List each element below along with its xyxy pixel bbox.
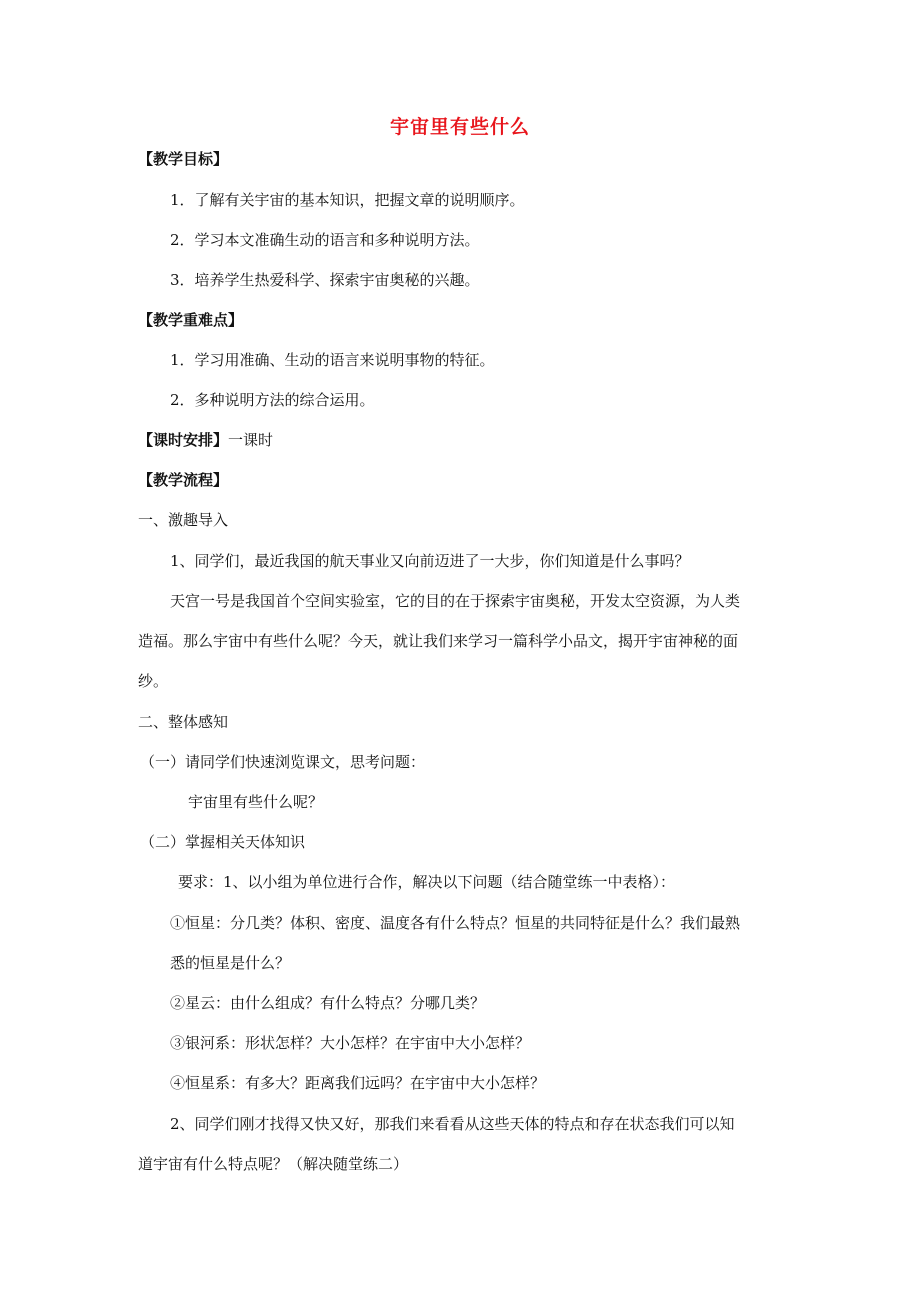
- part1-question-1: 1、同学们，最近我国的航天事业又向前迈进了一大步，你们知道是什么事吗？: [170, 552, 690, 570]
- objective-item-2: 2．学习本文准确生动的语言和多种说明方法。: [170, 231, 480, 249]
- objective-item-1: 1．了解有关宇宙的基本知识，把握文章的说明顺序。: [170, 191, 525, 209]
- part2-question-2-line-1: 2、同学们刚才找得又快又好，那我们来看看从这些天体的特点和存在状态我们可以知: [170, 1115, 735, 1133]
- part1-paragraph-line-1: 天宫一号是我国首个空间实验室，它的目的在于探索宇宙奥秘，开发太空资源，为人类: [170, 592, 741, 610]
- section-heading-objectives: 【教学目标】: [138, 150, 229, 168]
- part2-sub2-heading: （二）掌握相关天体知识: [140, 833, 306, 851]
- part1-paragraph-line-3: 纱。: [138, 672, 169, 690]
- schedule-label: 【课时安排】: [138, 431, 229, 449]
- section-heading-process: 【教学流程】: [138, 471, 229, 489]
- page-title: 宇宙里有些什么: [389, 116, 530, 138]
- key-point-item-1: 1．学习用准确、生动的语言来说明事物的特征。: [170, 351, 495, 369]
- key-point-item-2: 2．多种说明方法的综合运用。: [170, 391, 375, 409]
- part2-sub1-question: 宇宙里有些什么呢？: [188, 793, 324, 811]
- section-heading-schedule: [138, 429, 273, 451]
- milky-way-question: ③银河系：形状怎样？大小怎样？在宇宙中大小怎样？: [170, 1034, 531, 1052]
- part2-sub2-requirement: 要求：1、以小组为单位进行合作，解决以下问题（结合随堂练一中表格）：: [178, 873, 676, 891]
- objective-item-3: 3．培养学生热爱科学、探索宇宙奥秘的兴趣。: [170, 271, 480, 289]
- part1-paragraph-line-2: 造福。那么宇宙中有些什么呢？今天，就让我们来学习一篇科学小品文，揭开宇宙神秘的面: [138, 632, 739, 650]
- part2-sub1-heading: （一）请同学们快速浏览课文，思考问题：: [140, 753, 426, 771]
- part2-heading: 二、整体感知: [138, 713, 229, 731]
- star-question-line-2: 悉的恒星是什么？: [170, 954, 291, 972]
- star-system-question: ④恒星系：有多大？距离我们远吗？在宇宙中大小怎样？: [170, 1074, 546, 1092]
- nebula-question: ②星云：由什么组成？有什么特点？分哪几类？: [170, 994, 486, 1012]
- part1-heading: 一、激趣导入: [138, 511, 229, 529]
- section-heading-key-points: 【教学重难点】: [138, 311, 244, 329]
- part2-question-2-line-2: 道宇宙有什么特点呢？（解决随堂练二）: [138, 1155, 409, 1173]
- star-question-line-1: ①恒星：分几类？体积、密度、温度各有什么特点？恒星的共同特征是什么？我们最熟: [170, 914, 741, 932]
- schedule-value: 一课时: [228, 431, 274, 449]
